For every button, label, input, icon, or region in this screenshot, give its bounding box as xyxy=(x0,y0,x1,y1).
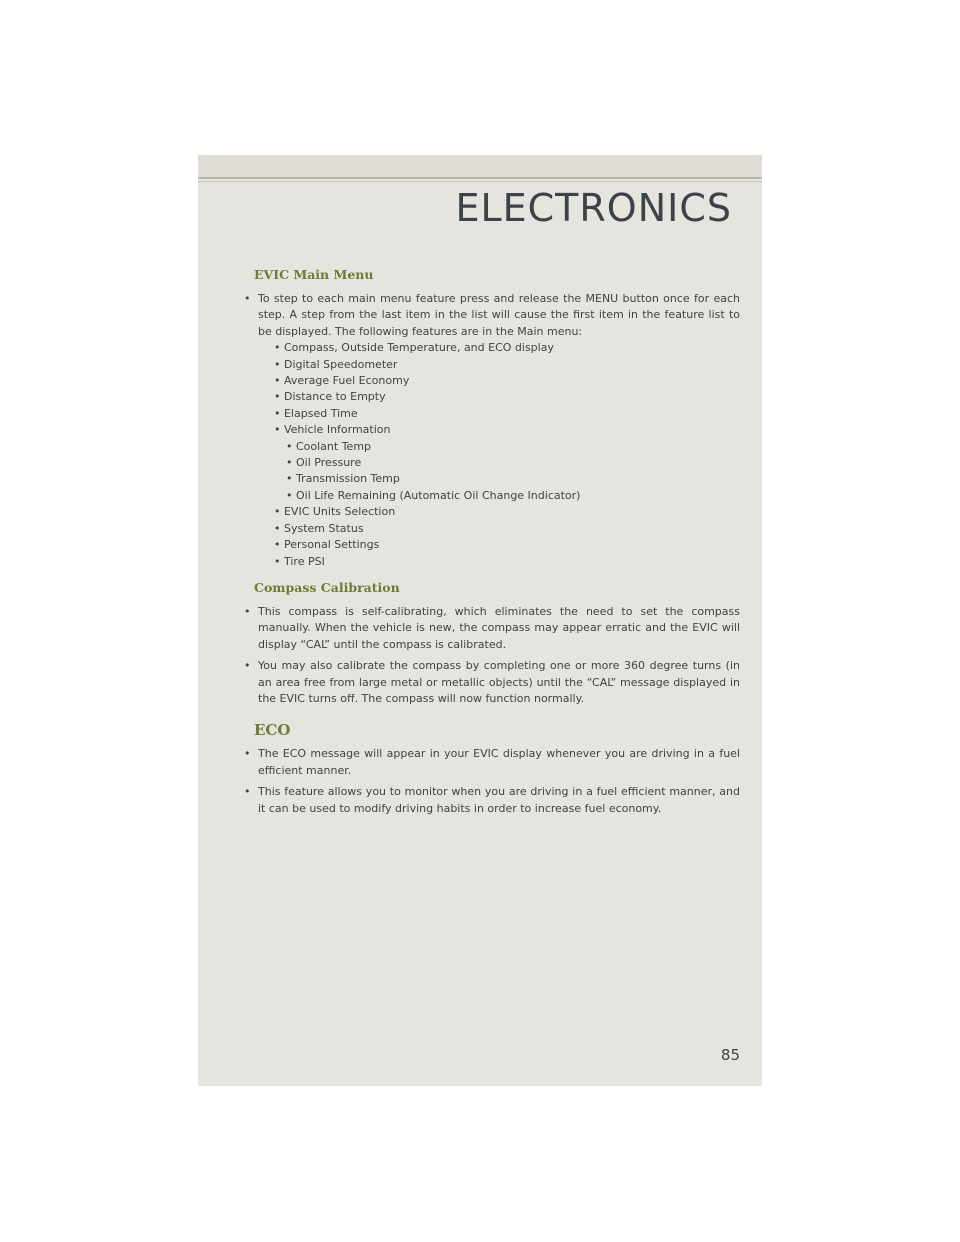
bullet-glyph: • xyxy=(244,292,251,305)
bullet-glyph: • xyxy=(244,659,251,673)
list-item: • Compass, Outside Temperature, and ECO display xyxy=(274,341,554,355)
list-item: • Transmission Temp xyxy=(286,472,400,486)
list-item: • Elapsed Time xyxy=(274,406,358,420)
main-menu-list xyxy=(240,340,740,570)
list-item: • Vehicle Information xyxy=(274,423,391,437)
header-rule-thin xyxy=(198,181,762,182)
compass-bullet: • This compass is self-calibrating, which eliminates the need to set the compass manually. When the vehicle is new, the compass may appear erratic and the EVIC will display “CAL” until the compass is calibrated. xyxy=(244,604,740,651)
list-item: • Oil Pressure xyxy=(286,456,362,470)
eco-bullet: • This feature allows you to monitor when you are driving in a fuel efficient manner, and it can be used to modify driving habits in order to increase fuel economy. xyxy=(244,785,740,815)
evic-intro-bullet: • To step to each main menu feature press and release the MENU button once for each step. A step from the last item in the list will cause the first item in the feature list to be displayed. The following features are in the Main menu: xyxy=(244,292,740,338)
compass-calibration-heading: Compass Calibration xyxy=(254,579,400,595)
evic-main-menu-heading: EVIC Main Menu xyxy=(254,267,374,282)
compass-bullet: • You may also calibrate the compass by completing one or more 360 degree turns (in an area free from large metal or metallic objects) until the “CAL” message displayed in the EVIC turns off. The compass will now function normally. xyxy=(244,659,740,705)
list-item: • EVIC Units Selection xyxy=(274,505,396,519)
list-item: • Oil Life Remaining (Automatic Oil Change Indicator) xyxy=(286,488,581,502)
list-item: • Personal Settings xyxy=(274,538,380,552)
section-title: ELECTRONICS xyxy=(455,186,732,230)
page-content xyxy=(240,267,740,822)
bullet-glyph: • xyxy=(244,747,251,761)
list-item: • Coolant Temp xyxy=(286,439,372,453)
eco-heading: ECO xyxy=(254,721,291,740)
bullet-glyph: • xyxy=(244,604,251,618)
list-item: • Tire PSI xyxy=(274,554,325,568)
page-number: 85 xyxy=(720,1046,740,1064)
list-item: • Digital Speedometer xyxy=(274,357,398,371)
eco-bullet: • The ECO message will appear in your EVIC display whenever you are driving in a fuel efficient manner. xyxy=(244,747,740,777)
bullet-glyph: • xyxy=(244,785,251,799)
list-item: • Distance to Empty xyxy=(274,390,386,404)
manual-page xyxy=(198,155,762,1086)
list-item: • Average Fuel Economy xyxy=(274,374,410,388)
header-rule xyxy=(198,177,762,179)
list-item: • System Status xyxy=(274,521,364,535)
header-band xyxy=(198,155,762,177)
